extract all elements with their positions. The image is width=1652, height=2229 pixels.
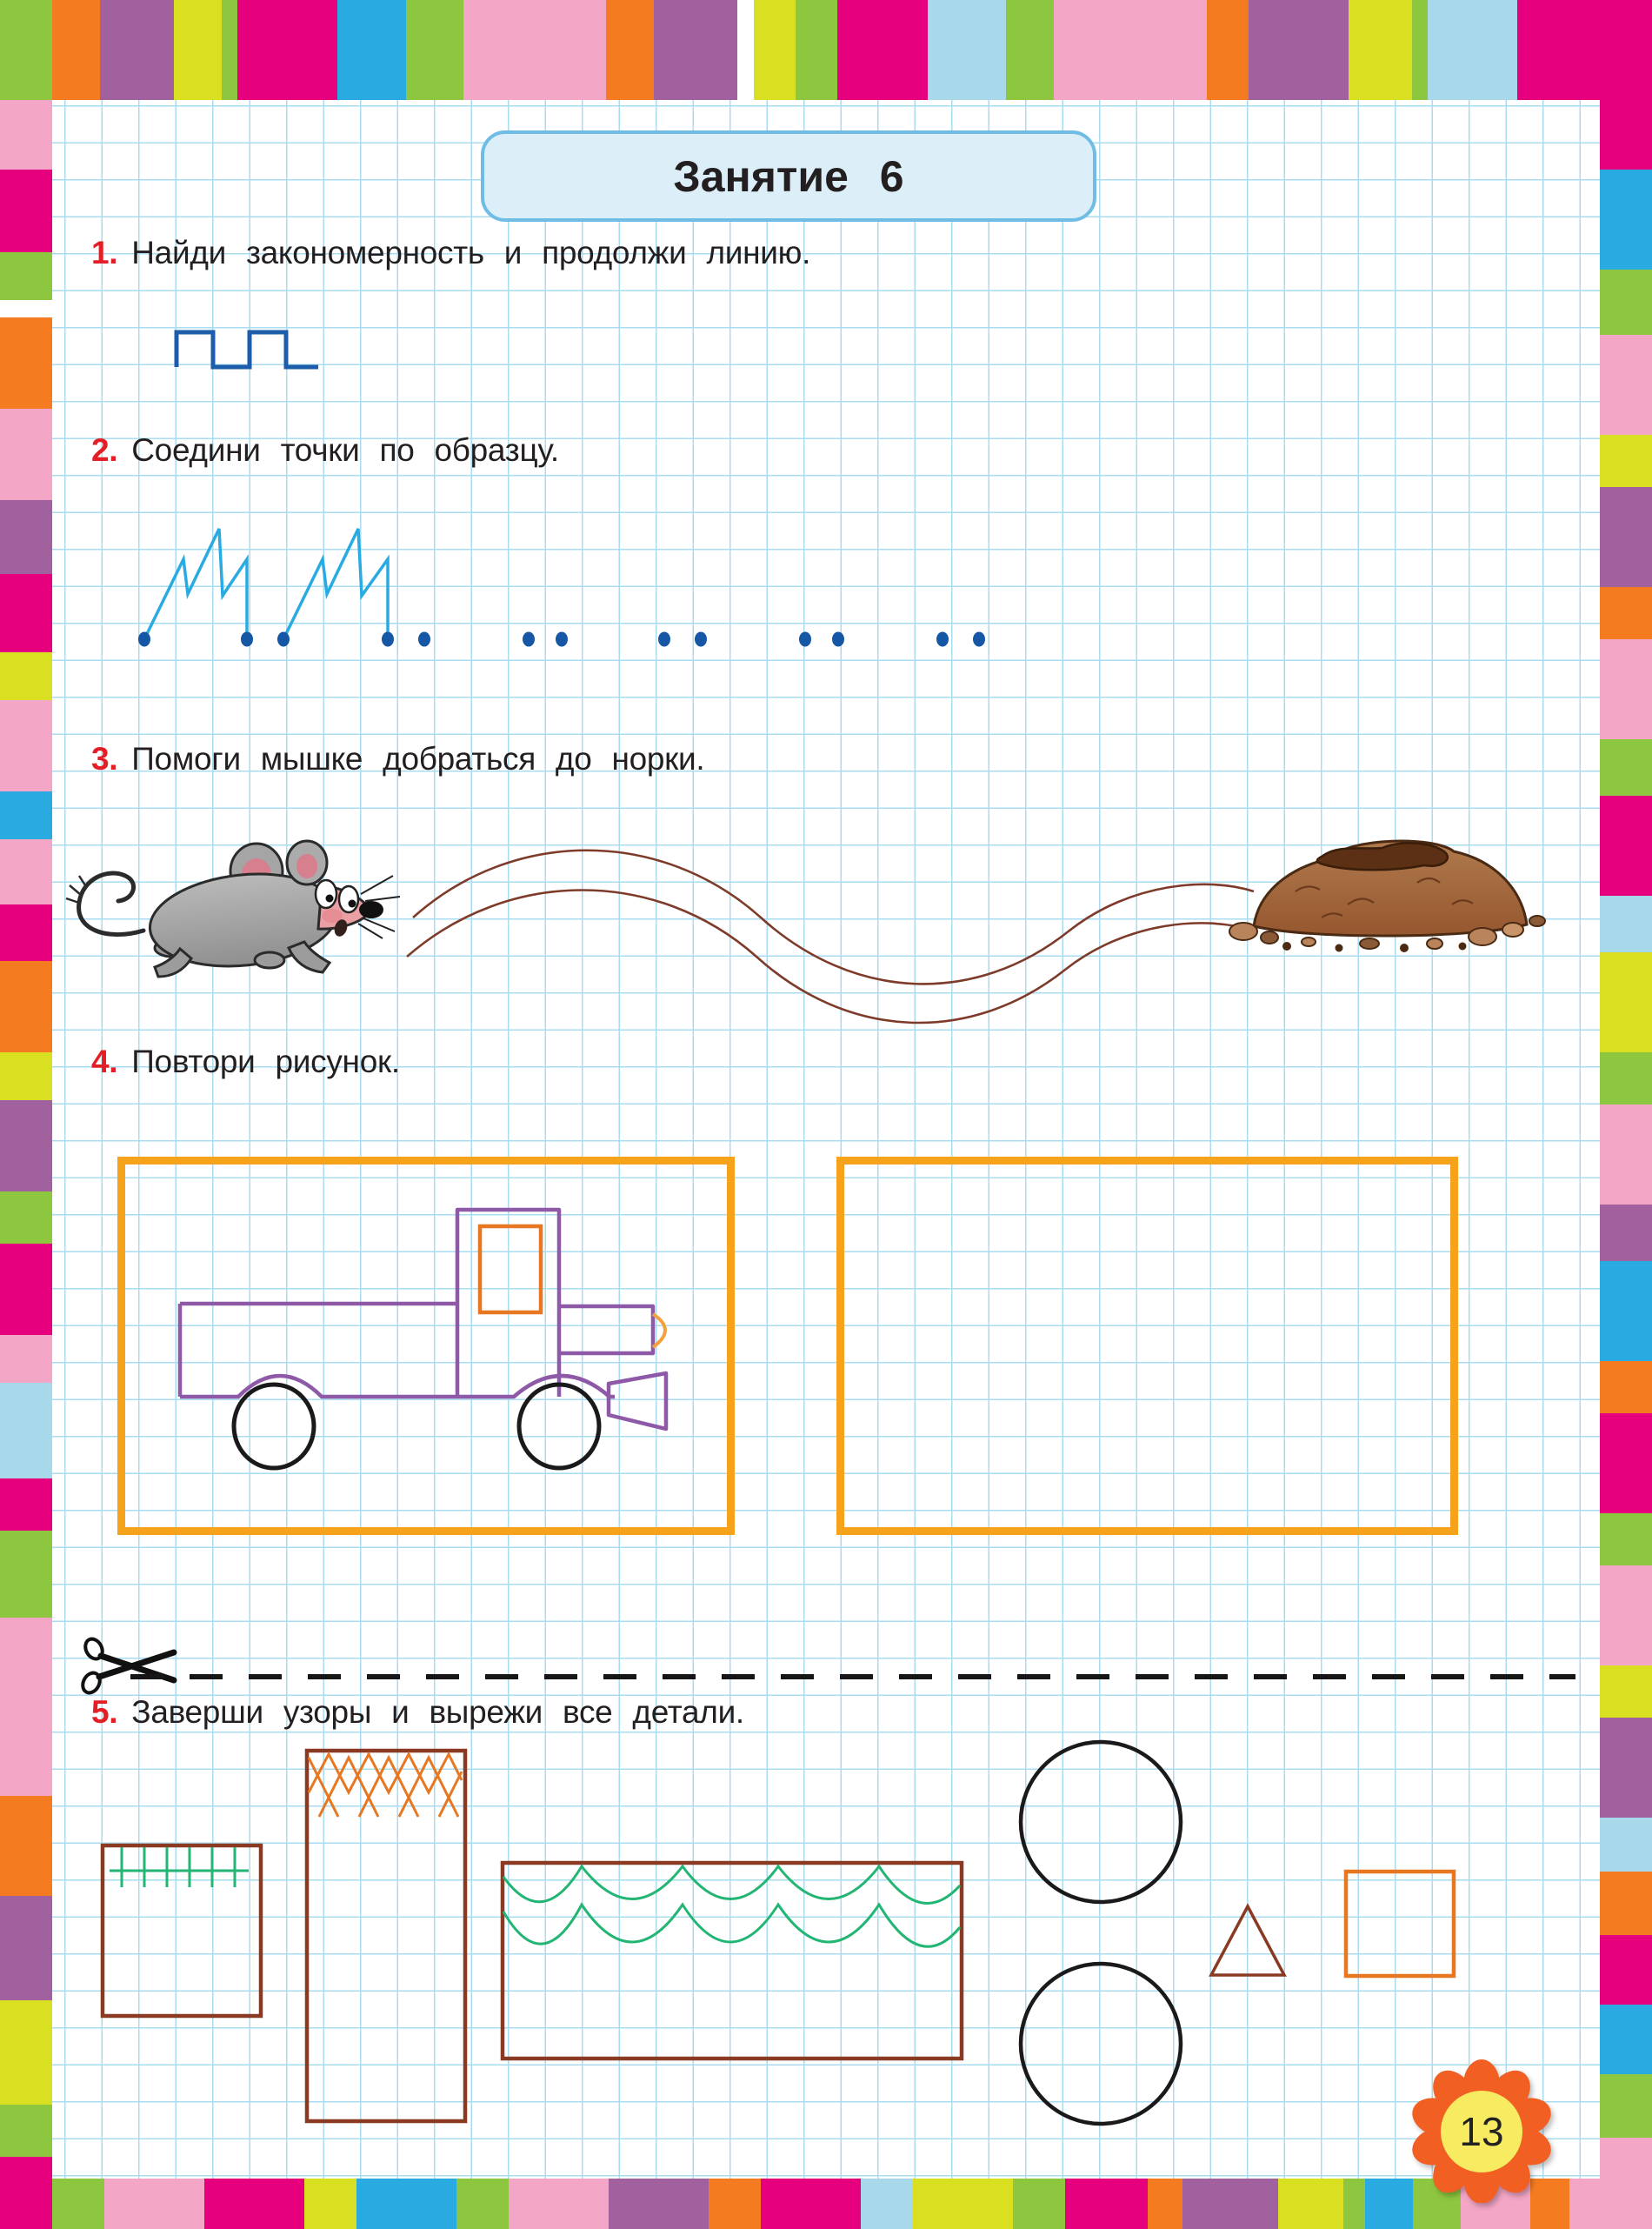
mouse-path-wavy-lines: [383, 809, 1278, 1052]
border-stripe: [1600, 952, 1652, 1052]
square-wave-pattern: [130, 309, 356, 404]
task-4-text: Повтори рисунок.: [131, 1044, 400, 1079]
border-stripe: [1600, 1205, 1652, 1261]
border-stripe: [0, 1335, 52, 1383]
connect-dot: [418, 632, 430, 647]
crosshatch-pattern: [309, 1754, 462, 1817]
border-stripe: [1600, 2138, 1652, 2229]
border-stripe: [1600, 487, 1652, 587]
border-stripe: [1600, 1104, 1652, 1205]
border-stripe: [1412, 0, 1428, 100]
task-1-text: Найди закономерность и продолжи линию.: [131, 235, 811, 270]
border-stripe: [1249, 0, 1349, 100]
border-stripe: [709, 2179, 761, 2229]
connect-dot: [277, 632, 290, 647]
border-stripe: [0, 300, 52, 317]
border-stripe: [0, 839, 52, 904]
border-stripe: [1148, 2179, 1182, 2229]
border-stripe: [0, 1796, 52, 1896]
border-stripe: [1600, 1513, 1652, 1565]
border-stripe: [0, 252, 52, 300]
border-stripe: [1600, 1361, 1652, 1413]
lesson-title-box: [481, 130, 1096, 222]
connect-dot: [973, 632, 985, 647]
cutout-circle-2: [1021, 1964, 1181, 2124]
connect-dot: [936, 632, 949, 647]
lesson-title: Занятие 6: [673, 151, 904, 201]
border-stripe: [1600, 100, 1652, 170]
burrow-illustration: [1217, 822, 1565, 965]
border-stripe: [204, 2179, 304, 2229]
border-stripe: [0, 409, 52, 500]
border-stripe: [1207, 0, 1249, 100]
connect-dot: [832, 632, 844, 647]
connect-dot: [556, 632, 568, 647]
border-stripe: [0, 0, 52, 100]
border-stripe: [1600, 739, 1652, 796]
border-stripe: [1054, 0, 1207, 100]
scissors-icon: [80, 1633, 193, 1698]
border-stripe: [1600, 335, 1652, 435]
border-stripe: [861, 2179, 913, 2229]
task-1-number: 1.: [91, 235, 118, 270]
border-stripe: [1428, 0, 1517, 100]
border-stripe: [0, 1244, 52, 1335]
border-stripe: [337, 0, 406, 100]
border-stripe: [356, 2179, 456, 2229]
border-stripe: [222, 0, 237, 100]
cutout-rect-crosshatch: [303, 1747, 469, 2125]
border-right-stripes: [1600, 100, 1652, 2229]
border-stripe: [456, 2179, 509, 2229]
border-stripe: [913, 2179, 1013, 2229]
border-stripe: [104, 2179, 204, 2229]
border-stripe: [1013, 2179, 1065, 2229]
border-stripe: [609, 2179, 709, 2229]
task-3-number: 3.: [91, 741, 118, 777]
border-stripe: [1065, 2179, 1148, 2229]
border-stripe: [1343, 2179, 1365, 2229]
border-stripe: [1006, 0, 1054, 100]
border-stripe: [0, 961, 52, 1052]
burrow-hole: [1317, 843, 1448, 870]
border-stripe: [0, 2000, 52, 2105]
border-stripe: [0, 574, 52, 652]
border-stripe: [304, 2179, 356, 2229]
connect-dot: [799, 632, 811, 647]
border-stripe: [237, 0, 337, 100]
border-stripe: [1600, 1565, 1652, 1665]
border-stripe: [1600, 1818, 1652, 1872]
border-stripe: [0, 1100, 52, 1191]
task-2-header: [91, 432, 559, 469]
truck-wheel: [234, 1385, 314, 1468]
connect-dot: [382, 632, 394, 647]
border-stripe: [1600, 1718, 1652, 1818]
truck-wheel: [519, 1385, 599, 1468]
task-3-text: Помоги мышке добраться до норки.: [131, 741, 705, 777]
truck-window: [480, 1226, 541, 1312]
page-number: 13: [1459, 2109, 1504, 2154]
border-stripe: [0, 500, 52, 574]
task-5-text: Заверши узоры и вырежи все детали.: [131, 1694, 744, 1730]
border-stripe: [0, 1383, 52, 1478]
task-3-header: [91, 741, 704, 777]
border-stripe: [1600, 1872, 1652, 1935]
cut-dashed-line: [130, 1674, 1575, 1679]
task-1-header: [91, 235, 810, 271]
border-stripe: [1600, 170, 1652, 270]
border-stripe: [1600, 2005, 1652, 2074]
border-stripe: [0, 2105, 52, 2157]
border-stripe: [463, 0, 606, 100]
border-stripe: [0, 652, 52, 700]
border-stripe: [1600, 639, 1652, 739]
scallop-pattern: [503, 1866, 960, 1946]
border-stripe: [0, 100, 52, 170]
border-stripe: [1600, 796, 1652, 896]
border-stripe: [1600, 1665, 1652, 1718]
border-stripe: [0, 1531, 52, 1618]
border-top-stripes: [0, 0, 1652, 100]
truck-drawing: [117, 1157, 735, 1535]
cutout-square-fringe: [99, 1842, 264, 2019]
border-bottom-stripes: [52, 2179, 1600, 2229]
task-4-header: [91, 1044, 400, 1080]
border-stripe: [0, 1618, 52, 1796]
border-stripe: [1600, 1413, 1652, 1513]
border-stripe: [509, 2179, 609, 2229]
task-2-text: Соедини точки по образцу.: [131, 432, 559, 468]
connect-dot: [658, 632, 670, 647]
mouse-eye: [339, 886, 358, 912]
border-stripe: [1349, 0, 1412, 100]
border-stripe: [796, 0, 837, 100]
border-stripe: [0, 1191, 52, 1244]
cutout-triangle: [1203, 1901, 1292, 1981]
border-stripe: [1600, 1261, 1652, 1361]
border-stripe: [1569, 2179, 1600, 2229]
border-stripe: [1600, 2074, 1652, 2138]
mouse-illustration: [61, 826, 400, 996]
border-stripe: [761, 2179, 861, 2229]
border-stripe: [174, 0, 222, 100]
border-stripe: [0, 904, 52, 961]
border-stripe: [1600, 435, 1652, 487]
border-stripe: [928, 0, 1006, 100]
border-stripe: [754, 0, 796, 100]
border-stripe: [1365, 2179, 1413, 2229]
border-stripe: [0, 1896, 52, 2000]
border-stripe: [406, 0, 463, 100]
zigzag-dot-pattern: [122, 504, 1043, 665]
border-stripe: [737, 0, 754, 100]
cutout-circle-1: [1021, 1742, 1181, 1902]
connect-dot: [138, 632, 150, 647]
drawing-box-empty: [836, 1157, 1458, 1535]
border-stripe: [52, 2179, 104, 2229]
border-stripe: [1600, 270, 1652, 335]
page-number-flower: [1409, 2057, 1555, 2203]
connect-dot: [523, 632, 535, 647]
border-stripe: [606, 0, 654, 100]
border-stripe: [0, 2157, 52, 2229]
border-stripe: [837, 0, 928, 100]
cutout-circles: [1013, 1735, 1196, 2135]
border-stripe: [100, 0, 174, 100]
border-stripe: [0, 317, 52, 409]
border-stripe: [1517, 0, 1652, 100]
dot-row: [138, 632, 985, 647]
border-stripe: [1600, 896, 1652, 952]
border-stripe: [654, 0, 737, 100]
border-left-stripes: [0, 100, 52, 2229]
task-5-number: 5.: [91, 1694, 118, 1730]
border-stripe: [0, 700, 52, 791]
border-stripe: [52, 0, 100, 100]
border-stripe: [0, 170, 52, 252]
connect-dot: [695, 632, 707, 647]
fringe-pattern: [110, 1847, 249, 1887]
border-stripe: [1278, 2179, 1343, 2229]
mouse-nose: [359, 901, 383, 918]
task-2-number: 2.: [91, 432, 118, 468]
border-stripe: [1182, 2179, 1278, 2229]
task-5-header: [91, 1694, 744, 1731]
mouse-front-leg: [289, 942, 330, 972]
border-stripe: [0, 1052, 52, 1100]
cutout-square-small: [1342, 1868, 1457, 1979]
border-stripe: [1600, 1935, 1652, 2005]
mouse-tail: [79, 873, 143, 935]
border-stripe: [0, 791, 52, 839]
cutout-rect-scallop: [499, 1859, 965, 2062]
border-stripe: [1600, 1052, 1652, 1104]
task-4-number: 4.: [91, 1044, 118, 1079]
border-stripe: [0, 1478, 52, 1531]
connect-dot: [241, 632, 253, 647]
border-stripe: [1600, 587, 1652, 639]
mouse-eye: [316, 880, 336, 908]
